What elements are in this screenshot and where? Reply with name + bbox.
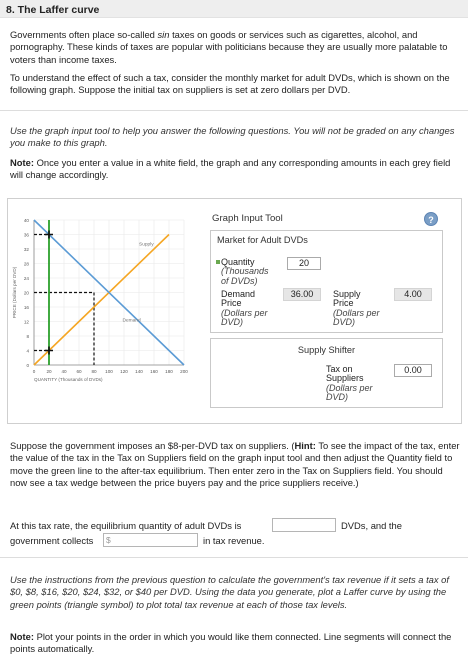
- demand-label-text: Demand: [221, 289, 256, 299]
- intro-emphasis: sin: [157, 29, 170, 40]
- tax-unit-2: DVD): [326, 392, 348, 403]
- intro-text: Governments often place so-called: [10, 29, 158, 40]
- demand-label-text-2: Price: [221, 298, 242, 309]
- y-tick-label: 4: [26, 348, 29, 354]
- x-tick-label: 60: [76, 369, 82, 374]
- divider: [0, 110, 468, 111]
- tax-revenue-input[interactable]: $: [103, 533, 198, 547]
- x-tick-label: 0: [32, 369, 36, 374]
- supply-price-value: 4.00: [394, 288, 432, 301]
- demand-unit-1: (Dollars per: [221, 307, 268, 318]
- demand-unit-2: DVD): [221, 317, 243, 328]
- question-paragraph: [10, 440, 460, 490]
- x-tick-label: 20: [46, 369, 52, 374]
- answer-line-2-suffix: in tax revenue.: [203, 535, 265, 546]
- y-tick-label: 36: [23, 232, 29, 238]
- equilibrium-quantity-input[interactable]: [272, 518, 336, 532]
- intro-paragraph-1: [10, 29, 460, 66]
- help-icon[interactable]: ?: [424, 212, 438, 226]
- note-text: Once you enter a value in a white field, the graph and any corresponding amounts in each grey field will change accordingly.: [10, 157, 451, 181]
- quantity-unit-2: of DVDs): [221, 275, 258, 286]
- supply-shifter-title: Supply Shifter: [297, 345, 356, 355]
- tax-label-text-2: Suppliers: [326, 373, 364, 384]
- laffer-note-label: Note:: [10, 631, 34, 642]
- x-tick-label: 200: [180, 369, 188, 374]
- supply-unit-1: (Dollars per: [333, 307, 380, 318]
- x-tick-label: 140: [135, 369, 143, 374]
- y-axis-label: PRICE (Dollars per DVD): [12, 266, 17, 319]
- hint-label: Hint:: [294, 440, 316, 451]
- x-tick-label: 120: [120, 369, 128, 374]
- laffer-instructions: [10, 574, 460, 611]
- laffer-text: Use the instructions from the previous question to calculate the government's tax revenue if it sets a tax of $0, $8, $16, $20, $24, $32, or $40 per DVD. Using the data you generate, plot a Laffer curve by using the green points (triangle symbol) to plot total tax revenue at each of those tax levels.: [10, 574, 449, 610]
- x-tick-label: 40: [61, 369, 67, 374]
- answer-line-1-suffix: DVDs, and the: [341, 520, 402, 531]
- y-tick-label: 40: [23, 218, 29, 223]
- instructions-text: Use the graph input tool to help you answer the following questions. You will not be graded on any changes you make to this graph.: [10, 125, 455, 149]
- demand-curve-label: Demand: [122, 318, 141, 324]
- x-tick-label: 100: [105, 369, 113, 374]
- x-tick-label: 80: [91, 369, 97, 374]
- answer-line-2: government collects: [10, 535, 94, 546]
- tax-input[interactable]: 0.00: [394, 364, 432, 377]
- answer-line-1: At this tax rate, the equilibrium quantity of adult DVDs is: [10, 520, 242, 531]
- supply-label-text-2: Price: [333, 298, 354, 309]
- laffer-note-text: Plot your points in the order in which you would like them connected. Line segments will connect the points automatically.: [10, 631, 452, 655]
- supply-curve: [34, 235, 169, 366]
- graph-input-tool-title: Graph Input Tool: [212, 213, 283, 224]
- quantity-color-key: [216, 260, 220, 264]
- quantity-label-text: Quantity: [221, 257, 255, 267]
- laffer-note: [10, 631, 460, 656]
- intro-text-rest: taxes on goods or services such as cigarettes, alcohol, and pornography. These kinds of taxes are popular with politicians because they are usually more palatable to voters than income taxes.: [10, 29, 448, 65]
- quantity-unit-1: (Thousands: [221, 266, 269, 277]
- y-tick-label: 20: [23, 290, 29, 296]
- y-tick-label: 8: [26, 334, 29, 339]
- quantity-input[interactable]: 20: [287, 257, 321, 270]
- tax-unit-1: (Dollars per: [326, 382, 373, 393]
- y-tick-label: 0: [26, 363, 29, 368]
- y-tick-label: 24: [23, 276, 29, 281]
- supply-demand-chart[interactable]: [10, 214, 206, 410]
- intro-paragraph-2: [10, 72, 460, 97]
- divider-2: [0, 557, 468, 558]
- quantity-label: [221, 258, 269, 286]
- question-title: 8. The Laffer curve: [0, 0, 468, 18]
- intro-text-2: To understand the effect of such a tax, consider the monthly market for adult DVDs, which is shown on the following graph. Suppose the initial tax on suppliers is set at zero dollars per DVD.: [10, 72, 450, 96]
- x-tick-label: 160: [150, 369, 158, 374]
- y-tick-label: 16: [23, 305, 29, 310]
- supply-unit-2: DVD): [333, 317, 355, 328]
- instructions-note: [10, 157, 460, 182]
- supply-label-text: Supply: [333, 289, 361, 299]
- supply-price-label: [333, 290, 380, 328]
- y-tick-label: 32: [23, 247, 29, 252]
- instructions-paragraph: [10, 125, 460, 150]
- x-tick-label: 180: [165, 369, 173, 374]
- note-label: Note:: [10, 157, 34, 168]
- question-text: Suppose the government imposes an $8-per-DVD tax on suppliers. (: [10, 440, 295, 451]
- market-title: Market for Adult DVDs: [217, 235, 308, 245]
- demand-price-label: [221, 290, 268, 328]
- x-axis-label: QUANTITY (Thousands of DVDs): [34, 377, 103, 382]
- question-text-rest: To see the impact of the tax, enter the value of the tax in the Tax on Suppliers field on the graph input tool and then adjust the Quantity field to move the green line to the after-tax equilibrium. Then enter zero in the Tax on Suppliers field. You should now see a tax wedge between the price buyers pay and the price suppliers receive.): [10, 440, 460, 489]
- y-tick-label: 28: [23, 261, 29, 267]
- y-tick-label: 12: [23, 319, 29, 325]
- demand-price-value: 36.00: [283, 288, 321, 301]
- tax-label-text: Tax on: [326, 364, 353, 374]
- supply-curve-label: Supply: [139, 242, 154, 248]
- tax-label: [326, 365, 373, 403]
